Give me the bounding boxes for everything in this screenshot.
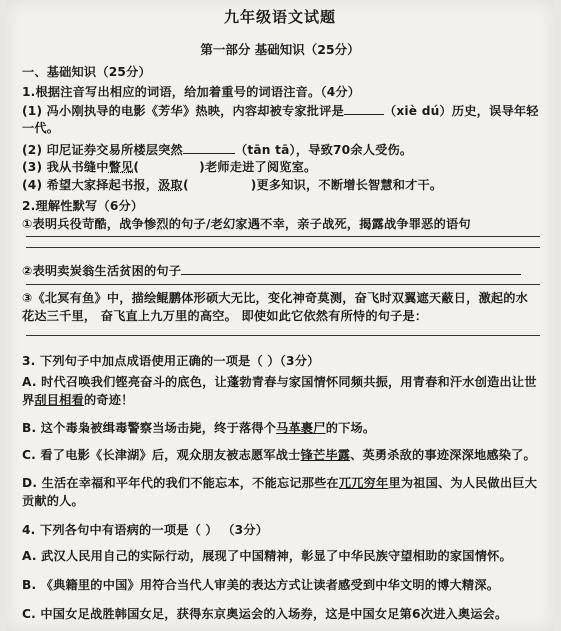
- q1-item4-b: (: [182, 178, 189, 192]
- q3-d-pre: D. 生活在幸福和平年代的我们不能忘本，不能忘记那些在: [22, 476, 339, 490]
- answer-blank[interactable]: [183, 141, 235, 154]
- q1-item1-a: (1) 冯小刚执导的电影《: [22, 104, 159, 118]
- q1-item1: [22, 102, 542, 119]
- q1-item2-a: (2) 印尼证券交易所楼层突然: [22, 143, 183, 157]
- q2-item2: [22, 262, 542, 279]
- q1-item1-film: 芳华: [158, 104, 183, 118]
- q3-b-post: 的下场。: [325, 421, 376, 435]
- part-heading: 第一部分 基础知识（25分）: [200, 42, 360, 57]
- q3-option-c: [22, 447, 542, 463]
- page-title: 九年级语文试题: [223, 8, 336, 26]
- answer-line[interactable]: [26, 236, 540, 237]
- q1-item1-pinyin: （xiè dú）历史，误导年轻: [383, 104, 539, 118]
- q1-item3-word: 瞥见: [108, 160, 134, 174]
- answer-blank[interactable]: [344, 102, 384, 115]
- q3-option-a-line1: A. 时代召唤我们铿亮奋斗的底色，让蓬勃青春与家国情怀同频共振，用青春和汗水创造出让世: [22, 375, 537, 389]
- q3-stem: 3. 下列句子中加点成语使用正确的一项是（ ）（3分）: [22, 354, 320, 368]
- q4-option-a: A. 武汉人民用自己的实际行动，展现了中国精神，彰显了中华民族守望相助的家国情怀。: [22, 549, 512, 563]
- answer-line[interactable]: [26, 284, 540, 285]
- q3-d-post: 里为祖国、为人民做出巨大: [388, 476, 538, 490]
- q3-option-a-line2: [22, 392, 542, 408]
- q1-item4-c: )更多知识，不断增长智慧和才干。: [250, 178, 443, 192]
- q2-item2-text: ②表明卖炭翁生活贫困的句子: [22, 264, 182, 278]
- q3-c-post: 、英勇杀敌的事迹深深地感染了。: [350, 448, 536, 462]
- q3-a-pre: 界: [22, 393, 35, 407]
- q3-b-word: 马革裹尸: [276, 421, 326, 435]
- q3-a-post: 的奇迹！: [83, 393, 134, 407]
- q3-a-word: 刮目相看: [34, 393, 84, 407]
- q1-item3-c: )老师走进了阅览室。: [199, 160, 317, 174]
- q1-item2-pinyin: （tān tā），导致70余人受伤。: [234, 143, 413, 157]
- q3-c-word: 锋芒毕露: [300, 448, 351, 462]
- q1-item2: [22, 141, 542, 158]
- q2-stem: 2.理解性默写（6分）: [22, 199, 144, 213]
- q1-item3: [22, 159, 542, 175]
- section-heading: 一、基础知识（25分）: [22, 65, 151, 79]
- q2-item3-line2: 花达三千里， 奋飞直上九万里的高空。 即使如此它依然有所恃的句子是：: [22, 309, 428, 323]
- q1-item4-a: (4) 希望大家择起书报，: [22, 178, 159, 192]
- q3-option-d-line1: [22, 475, 542, 491]
- q1-stem: 1.根据注音写出相应的词语，给加着重号的词语注音。（4分）: [22, 85, 361, 99]
- q1-item3-a: (3) 我从书缝中: [22, 160, 109, 174]
- q2-item1: ①表明兵役苛酷，战争惨烈的句子/老幻家遇不幸，亲子战死，揭露战争罪恶的语句: [22, 217, 471, 231]
- q1-item4: [22, 177, 542, 193]
- q3-c-pre: C. 看了电影《长津湖》后，观众朋友被志愿军战士: [22, 448, 301, 462]
- q4-option-b: B. 《典籍里的中国》用符合当代人审美的表达方式让读者感受到中华文明的博大精深。: [22, 578, 500, 592]
- q3-option-d-line2: 贡献的人。: [22, 494, 84, 508]
- q4-option-c: C. 中国女足战胜韩国女足，获得东京奥运会的入场券，这是中国女足第6次进入奥运会。: [22, 607, 508, 621]
- q1-item1-b: 》热映，内容却被专家批评是: [182, 104, 344, 118]
- q3-d-word: 兀兀穷年: [338, 476, 389, 490]
- q1-item3-b: (: [133, 160, 140, 174]
- q3-option-b: [22, 420, 542, 436]
- answer-line[interactable]: [26, 247, 540, 248]
- q1-item4-word: 汲取: [158, 178, 183, 192]
- exam-paper: [6, 0, 554, 631]
- q2-item3-line1: ③《北冥有鱼》中，描绘鲲鹏体形硕大无比，变化神奇莫测，奋飞时双翼遮天蔽日，激起的水: [22, 291, 529, 305]
- answer-blank[interactable]: [181, 262, 521, 275]
- q3-b-pre: B. 这个毒枭被缉毒警察当场击毙，终于落得个: [22, 421, 277, 435]
- answer-line[interactable]: [26, 335, 540, 336]
- q1-item1-cont: 一代。: [22, 121, 60, 135]
- q4-stem: 4. 下列各句中有语病的一项是（ ） （3分）: [22, 523, 269, 537]
